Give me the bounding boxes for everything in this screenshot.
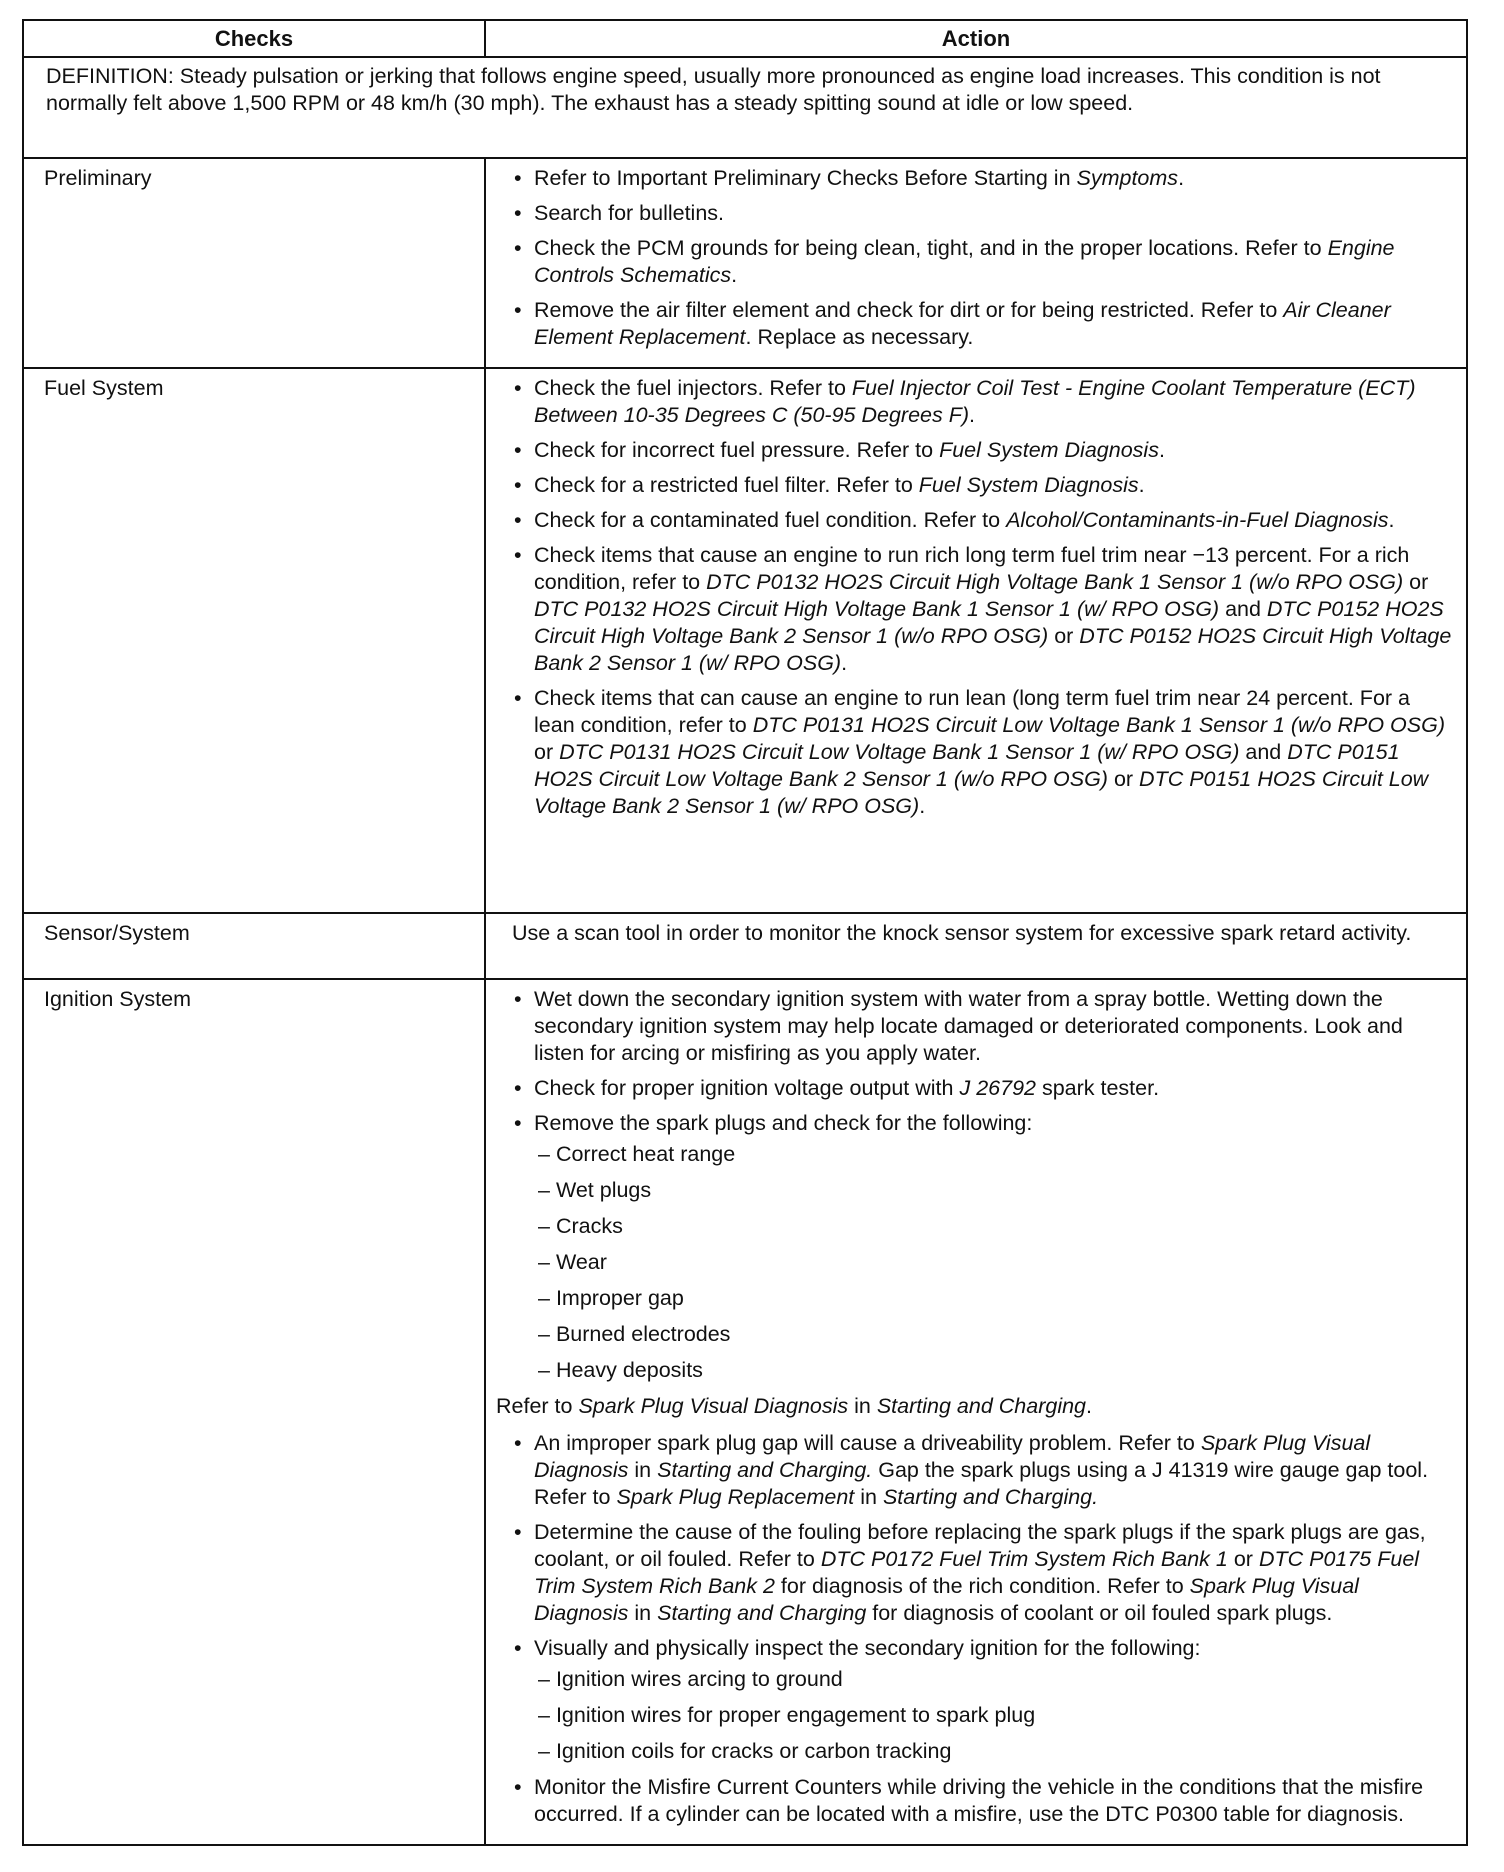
text-segment: Check for proper ignition voltage output with [534,1076,960,1100]
action-item [512,1110,1456,1384]
sub-item-text: Correct heat range [555,1142,736,1166]
text-segment: Remove the spark plugs and check for the following: [534,1111,1033,1135]
sub-item-text: Improper gap [555,1286,684,1310]
text-segment: Check the PCM grounds for being clean, tight, and in the proper locations. Refer to [534,236,1328,260]
sub-item [538,1213,1456,1240]
text-segment: Check for a contaminated fuel condition. Refer to [534,508,1007,532]
check-cell: Preliminary [23,158,485,368]
sub-item-text: Ignition wires arcing to ground [555,1667,843,1691]
action-item [512,235,1456,289]
text-segment: Gap the spark plugs using a J 41319 wire gauge gap tool. Refer to [534,1458,1429,1509]
action-item [512,507,1456,534]
reference-text: Starting and Charging [657,1601,867,1625]
text-segment: . [731,263,738,287]
action-item [512,1774,1456,1828]
text-segment: . [1388,508,1395,532]
sub-item [538,1357,1456,1384]
sub-item-text: Heavy deposits [555,1358,703,1382]
text-segment: in [848,1394,877,1418]
text-segment: Refer to [496,1394,579,1418]
sub-list [534,1666,1456,1765]
check-cell: Fuel System [23,368,485,913]
reference-text: Starting and Charging. [657,1458,873,1482]
reference-text: Fuel System Diagnosis [918,473,1139,497]
reference-text: Spark Plug Visual Diagnosis [534,1431,1371,1482]
bullet-list [512,986,1456,1384]
text-segment: or [1048,624,1080,648]
sub-item [538,1666,1456,1693]
reference-text: Alcohol/Contaminants-in-Fuel Diagnosis [1006,508,1389,532]
reference-text: DTC P0151 HO2S Circuit Low Voltage Bank 2 Sensor 1 (w/ RPO OSG) [534,767,1429,818]
reference-text: DTC P0131 HO2S Circuit Low Voltage Bank 1 Sensor 1 (w/ RPO OSG) [559,740,1240,764]
text-segment: Use a scan tool in order to monitor the knock sensor system for excessive spark retard activity. [512,921,1412,945]
action-item [512,297,1456,351]
dash-marker: – [538,1142,556,1166]
bullet-list [512,165,1456,351]
dash-marker: – [538,1322,556,1346]
text-segment: Wet down the secondary ignition system with water from a spray bottle. Wetting down the secondary ignition system may help locate damaged or deteriorated components. Look and listen for arcing or misfiring as you apply water. [534,987,1403,1065]
reference-text: DTC P0152 HO2S Circuit High Voltage Bank 2 Sensor 1 (w/ RPO OSG) [534,624,1452,675]
table-row [23,913,1467,979]
text-segment: Check the fuel injectors. Refer to [534,376,852,400]
sub-item [538,1285,1456,1312]
reference-text: DTC P0132 HO2S Circuit High Voltage Bank 1 Sensor 1 (w/ RPO OSG) [534,597,1220,621]
dash-marker: – [538,1286,556,1310]
text-segment: or [1403,570,1429,594]
diagnostic-table [22,19,1468,1846]
action-header: Action [485,20,1467,57]
text-segment: Check items that can cause an engine to run lean (long term fuel trim near 24 percent. For a lean condition, refer to [534,686,1410,737]
reference-text: Spark Plug Replacement [616,1485,855,1509]
sub-item-text: Cracks [555,1214,623,1238]
action-item [512,1519,1456,1627]
sub-list [534,1141,1456,1384]
sub-item-text: Wet plugs [555,1178,652,1202]
text-segment: . [919,794,926,818]
sub-item-text: Wear [555,1250,607,1274]
reference-text: Starting and Charging. [882,1485,1099,1509]
action-cell [485,158,1467,368]
text-segment: in [628,1458,658,1482]
text-segment: . Replace as necessary. [745,325,974,349]
action-item [512,375,1456,429]
reference-text: DTC P0131 HO2S Circuit Low Voltage Bank 1 Sensor 1 (w/o RPO OSG) [752,713,1445,737]
text-segment: Refer to Important Preliminary Checks Before Starting in [534,166,1077,190]
reference-text: Fuel Injector Coil Test - Engine Coolant Temperature (ECT) Between 10-35 Degrees C (50-95 Degrees F) [534,376,1416,427]
action-text [496,1393,1456,1420]
reference-text: DTC P0132 HO2S Circuit High Voltage Bank 1 Sensor 1 (w/o RPO OSG) [706,570,1404,594]
reference-text: Spark Plug Visual Diagnosis [578,1394,849,1418]
text-segment: in [854,1485,883,1509]
action-item [512,542,1456,677]
sub-item-text: Burned electrodes [555,1322,731,1346]
dash-marker: – [538,1667,556,1691]
dash-marker: – [538,1739,556,1763]
text-segment: Search for bulletins. [534,201,725,225]
text-segment: An improper spark plug gap will cause a driveability problem. Refer to [534,1431,1201,1455]
reference-text: Fuel System Diagnosis [939,438,1159,462]
text-segment: Monitor the Misfire Current Counters while driving the vehicle in the conditions that the misfire occurred. If a cylinder can be located with a misfire, use the DTC P0300 table for diagnosis. [534,1775,1424,1826]
text-segment: . [969,403,975,427]
reference-text: J 26792 [959,1076,1036,1100]
definition-row [23,57,1467,158]
text-segment: Check for a restricted fuel filter. Refer to [534,473,919,497]
action-item [512,437,1456,464]
definition-text: DEFINITION: Steady pulsation or jerking that follows engine speed, usually more pronounced as engine load increases. This condition is not normally felt above 1,500 RPM or 48 km/h (30 mph). The exhaust has a steady spitting sound at idle or low speed. [23,57,1467,158]
text-segment: . [1086,1394,1092,1418]
action-item [512,1635,1456,1765]
bullet-list [512,375,1456,820]
dash-marker: – [538,1250,556,1274]
table-row [23,158,1467,368]
text-segment: Check for incorrect fuel pressure. Refer to [534,438,940,462]
text-segment: Visually and physically inspect the secondary ignition for the following: [534,1636,1201,1660]
text-segment: for diagnosis of the rich condition. Refer to [774,1574,1190,1598]
text-segment: and [1219,597,1267,621]
action-cell [485,913,1467,979]
dash-marker: – [538,1178,556,1202]
text-segment: or [1227,1547,1259,1571]
action-item [512,1430,1456,1511]
dash-marker: – [538,1214,556,1238]
text-segment: Determine the cause of the fouling before replacing the spark plugs if the spark plugs are gas, coolant, or oil fouled. Refer to [534,1520,1426,1571]
text-segment: Remove the air filter element and check for dirt or for being restricted. Refer to [534,298,1284,322]
reference-text: Spark Plug Visual Diagnosis [534,1574,1359,1625]
reference-text: Engine Controls Schematics [534,236,1395,287]
dash-marker: – [538,1703,556,1727]
reference-text: DTC P0152 HO2S Circuit High Voltage Bank 2 Sensor 1 (w/o RPO OSG) [534,597,1444,648]
action-text [512,920,1456,947]
check-cell: Sensor/System [23,913,485,979]
action-item [512,986,1456,1067]
action-cell [485,979,1467,1845]
table-row [23,979,1467,1845]
text-segment: . [1138,473,1145,497]
action-item [512,472,1456,499]
text-segment: spark tester. [1035,1076,1160,1100]
header-row [23,20,1467,57]
check-cell: Ignition System [23,979,485,1845]
text-segment: or [1107,767,1140,791]
text-segment: . [1158,438,1165,462]
reference-text: Starting and Charging [876,1394,1087,1418]
table-row [23,368,1467,913]
text-segment: for diagnosis of coolant or oil fouled spark plugs. [866,1601,1333,1625]
action-item [512,200,1456,227]
sub-item-text: Ignition coils for cracks or carbon tracking [555,1739,952,1763]
text-segment: or [534,740,560,764]
sub-item [538,1738,1456,1765]
text-segment: . [1178,166,1185,190]
bullet-list [512,1430,1456,1828]
action-cell [485,368,1467,913]
sub-item [538,1702,1456,1729]
text-segment: in [628,1601,658,1625]
sub-item [538,1249,1456,1276]
sub-item-text: Ignition wires for proper engagement to spark plug [555,1703,1036,1727]
text-segment: Check items that cause an engine to run rich long term fuel trim near −13 percent. For a rich condition, refer to [534,543,1410,594]
text-segment: . [841,651,848,675]
reference-text: Air Cleaner Element Replacement [534,298,1391,349]
reference-text: Symptoms [1076,166,1179,190]
checks-header: Checks [23,20,485,57]
action-item [512,1075,1456,1102]
sub-item [538,1321,1456,1348]
text-segment: and [1239,740,1288,764]
reference-text: DTC P0172 Fuel Trim System Rich Bank 1 [820,1547,1228,1571]
reference-text: DTC P0151 HO2S Circuit Low Voltage Bank 2 Sensor 1 (w/o RPO OSG) [534,740,1400,791]
dash-marker: – [538,1358,556,1382]
sub-item [538,1177,1456,1204]
action-item [512,165,1456,192]
reference-text: DTC P0175 Fuel Trim System Rich Bank 2 [534,1547,1420,1598]
sub-item [538,1141,1456,1168]
action-item [512,685,1456,820]
